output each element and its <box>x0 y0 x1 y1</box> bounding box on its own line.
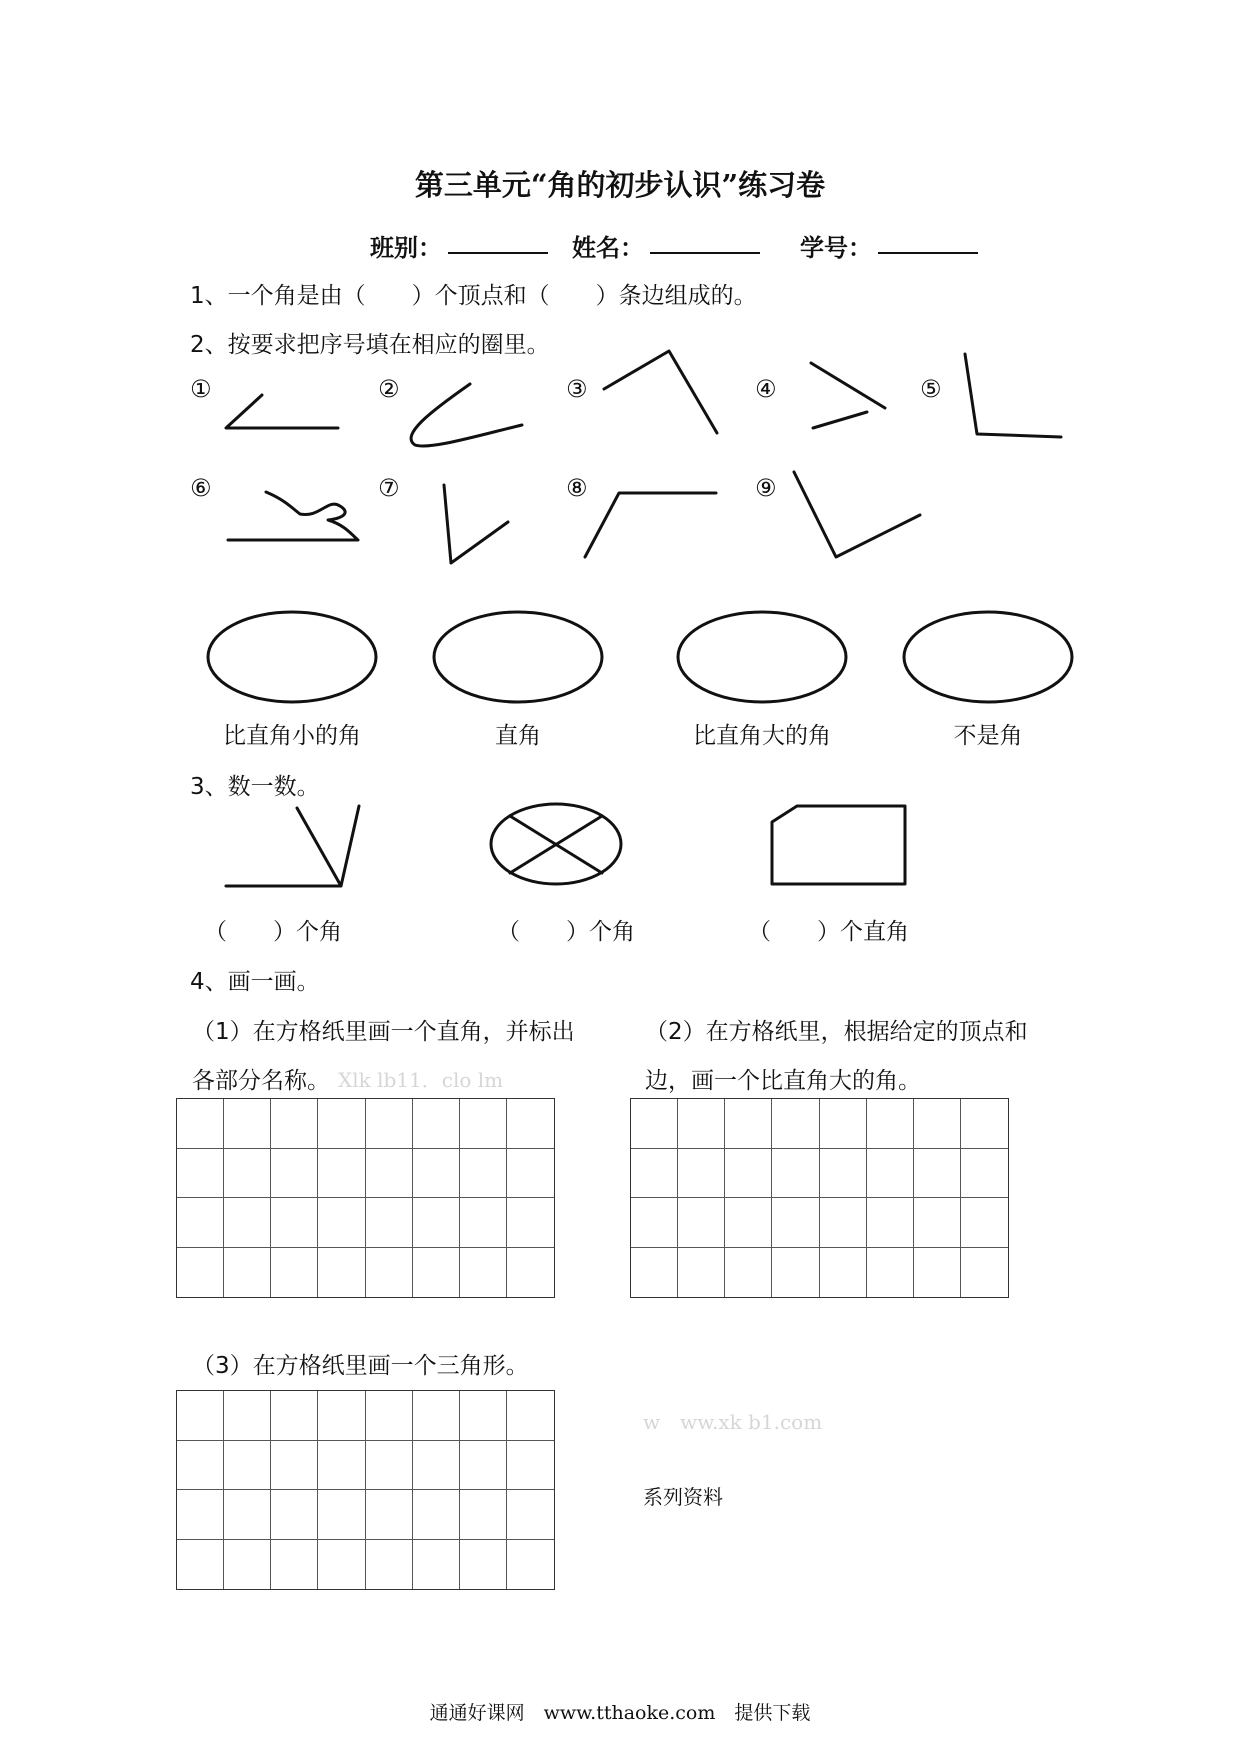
grid-cell[interactable] <box>772 1149 819 1199</box>
shape-number-5: ⑤ <box>920 375 942 403</box>
grid-cell[interactable] <box>507 1248 554 1298</box>
page-title: 第三单元“角的初步认识”练习卷 <box>414 168 826 202</box>
grid-cell[interactable] <box>413 1198 460 1248</box>
grid-cell[interactable] <box>507 1490 554 1540</box>
grid-cell[interactable] <box>867 1198 914 1248</box>
grid-cell[interactable] <box>961 1248 1008 1298</box>
grid-cell[interactable] <box>460 1099 507 1149</box>
grid-cell[interactable] <box>772 1248 819 1298</box>
question-4-1-line2: 各部分名称。 <box>192 1068 330 1094</box>
grid-cell[interactable] <box>413 1391 460 1441</box>
category-acute: 比直角小的角 <box>223 723 361 749</box>
grid-cell[interactable] <box>224 1490 271 1540</box>
watermark-2: w ww.xk b1.com <box>643 1410 823 1434</box>
grid-cell[interactable] <box>413 1441 460 1491</box>
grid-cell[interactable] <box>366 1540 413 1590</box>
grid-cell[interactable] <box>820 1198 867 1248</box>
grid-cell[interactable] <box>413 1248 460 1298</box>
grid-cell[interactable] <box>413 1149 460 1199</box>
grid-cell[interactable] <box>366 1198 413 1248</box>
grid-cell[interactable] <box>914 1248 961 1298</box>
grid-cell[interactable] <box>507 1198 554 1248</box>
grid-cell[interactable] <box>271 1490 318 1540</box>
question-2: 2、按要求把序号填在相应的圈里。 <box>190 332 550 358</box>
curve-figure-6 <box>228 492 358 540</box>
grid-cell[interactable] <box>772 1198 819 1248</box>
student-id-label: 学号： <box>800 233 872 262</box>
answer-right-angles: （ ）个直角 <box>748 919 909 945</box>
grid-cell[interactable] <box>224 1099 271 1149</box>
shape-number-8: ⑧ <box>566 474 588 502</box>
count-angles-oval-cross <box>510 816 602 873</box>
grid-cell[interactable] <box>271 1391 318 1441</box>
grid-cell[interactable] <box>177 1248 224 1298</box>
answer-oval-obtuse <box>678 612 846 702</box>
answer-oval-right <box>434 612 602 702</box>
grid-cell[interactable] <box>224 1248 271 1298</box>
grid-cell[interactable] <box>460 1490 507 1540</box>
shape-number-2: ② <box>378 375 400 403</box>
grid-cell[interactable] <box>961 1149 1008 1199</box>
grid-cell[interactable] <box>961 1099 1008 1149</box>
grid-cell[interactable] <box>460 1540 507 1590</box>
grid-cell[interactable] <box>678 1099 725 1149</box>
grid-cell[interactable] <box>177 1099 224 1149</box>
grid-cell[interactable] <box>318 1391 365 1441</box>
grid-cell[interactable] <box>177 1198 224 1248</box>
grid-cell[interactable] <box>725 1099 772 1149</box>
grid-cell[interactable] <box>318 1149 365 1199</box>
grid-cell[interactable] <box>366 1149 413 1199</box>
grid-cell[interactable] <box>867 1099 914 1149</box>
grid-cell[interactable] <box>318 1248 365 1298</box>
grid-cell[interactable] <box>867 1248 914 1298</box>
grid-cell[interactable] <box>914 1198 961 1248</box>
grid-cell[interactable] <box>271 1540 318 1590</box>
grid-cell[interactable] <box>224 1540 271 1590</box>
grid-cell[interactable] <box>177 1149 224 1199</box>
grid-cell[interactable] <box>366 1441 413 1491</box>
grid-cell[interactable] <box>820 1248 867 1298</box>
category-right: 直角 <box>495 723 541 749</box>
grid-cell[interactable] <box>460 1198 507 1248</box>
grid-cell[interactable] <box>961 1198 1008 1248</box>
grid-cell[interactable] <box>631 1198 678 1248</box>
shape-number-1: ① <box>190 375 212 403</box>
footer-text: 通通好课网 www.tthaoke.com 提供下载 <box>429 1702 811 1724</box>
question-4-3: （3）在方格纸里画一个三角形。 <box>192 1353 529 1379</box>
angle-figure-9 <box>794 472 920 557</box>
grid-cell[interactable] <box>678 1149 725 1199</box>
name-label: 姓名： <box>572 233 644 262</box>
grid-cell[interactable] <box>460 1391 507 1441</box>
curve-figure-2 <box>411 384 522 446</box>
question-3: 3、数一数。 <box>190 774 320 800</box>
grid-cell[interactable] <box>631 1149 678 1199</box>
grid-cell[interactable] <box>271 1198 318 1248</box>
shape-number-3: ③ <box>566 375 588 403</box>
angle-figure-4 <box>811 363 885 428</box>
grid-cell[interactable] <box>366 1099 413 1149</box>
shape-number-6: ⑥ <box>190 474 212 502</box>
angle-figure-1 <box>226 395 338 428</box>
question-4: 4、画一画。 <box>190 969 320 995</box>
grid-cell[interactable] <box>271 1099 318 1149</box>
watermark-1: Xlk lb11．clo lm <box>338 1068 504 1092</box>
grid-cell[interactable] <box>413 1540 460 1590</box>
grid-cell[interactable] <box>725 1198 772 1248</box>
grid-cell[interactable] <box>460 1248 507 1298</box>
shape-number-7: ⑦ <box>378 474 400 502</box>
class-label: 班别： <box>370 233 442 262</box>
count-angles-figure-1 <box>226 806 359 886</box>
angle-figure-8 <box>585 493 716 557</box>
grid-cell[interactable] <box>224 1149 271 1199</box>
grid-cell[interactable] <box>507 1099 554 1149</box>
question-1: 1、一个角是由（ ）个顶点和（ ）条边组成的。 <box>190 283 757 309</box>
grid-cell[interactable] <box>820 1149 867 1199</box>
shape-number-4: ④ <box>755 375 777 403</box>
grid-cell[interactable] <box>177 1441 224 1491</box>
angle-figure-7 <box>444 485 508 563</box>
grid-cell[interactable] <box>678 1248 725 1298</box>
grid-paper-1[interactable] <box>176 1098 555 1298</box>
grid-cell[interactable] <box>772 1099 819 1149</box>
grid-paper-3[interactable] <box>176 1390 555 1590</box>
question-4-1-line1: （1）在方格纸里画一个直角，并标出 <box>192 1019 575 1045</box>
grid-cell[interactable] <box>914 1099 961 1149</box>
answer-oval-acute <box>208 612 376 702</box>
angle-figure-3 <box>604 351 717 433</box>
answer-angles-1: （ ）个角 <box>204 919 342 945</box>
question-4-2-line1: （2）在方格纸里，根据给定的顶点和 <box>645 1019 1028 1045</box>
grid-cell[interactable] <box>631 1248 678 1298</box>
grid-cell[interactable] <box>318 1540 365 1590</box>
grid-cell[interactable] <box>507 1540 554 1590</box>
grid-cell[interactable] <box>507 1441 554 1491</box>
grid-cell[interactable] <box>507 1391 554 1441</box>
grid-cell[interactable] <box>366 1248 413 1298</box>
grid-cell[interactable] <box>177 1540 224 1590</box>
grid-cell[interactable] <box>460 1441 507 1491</box>
grid-cell[interactable] <box>678 1198 725 1248</box>
grid-cell[interactable] <box>366 1391 413 1441</box>
angle-figure-5 <box>965 354 1061 437</box>
grid-cell[interactable] <box>413 1490 460 1540</box>
grid-cell[interactable] <box>224 1391 271 1441</box>
grid-cell[interactable] <box>177 1490 224 1540</box>
grid-cell[interactable] <box>271 1149 318 1199</box>
grid-cell[interactable] <box>631 1099 678 1149</box>
shape-number-9: ⑨ <box>755 474 777 502</box>
grid-cell[interactable] <box>413 1099 460 1149</box>
grid-cell[interactable] <box>366 1490 413 1540</box>
grid-cell[interactable] <box>177 1391 224 1441</box>
grid-paper-2[interactable] <box>630 1098 1009 1298</box>
count-right-angles-pentagon <box>772 806 905 884</box>
grid-cell[interactable] <box>271 1248 318 1298</box>
grid-cell[interactable] <box>507 1149 554 1199</box>
grid-cell[interactable] <box>318 1198 365 1248</box>
category-not-angle: 不是角 <box>953 723 1023 749</box>
grid-cell[interactable] <box>224 1441 271 1491</box>
grid-cell[interactable] <box>820 1099 867 1149</box>
grid-cell[interactable] <box>318 1441 365 1491</box>
grid-cell[interactable] <box>725 1149 772 1199</box>
grid-cell[interactable] <box>224 1198 271 1248</box>
question-4-2-line2: 边，画一个比直角大的角。 <box>645 1068 921 1094</box>
grid-cell[interactable] <box>318 1099 365 1149</box>
grid-cell[interactable] <box>271 1441 318 1491</box>
answer-oval-not-angle <box>904 612 1072 702</box>
grid-cell[interactable] <box>318 1490 365 1540</box>
grid-cell[interactable] <box>725 1248 772 1298</box>
grid-cell[interactable] <box>914 1149 961 1199</box>
grid-cell[interactable] <box>867 1149 914 1199</box>
series-text: 系列资料 <box>643 1485 723 1509</box>
answer-angles-2: （ ）个角 <box>497 919 635 945</box>
grid-cell[interactable] <box>460 1149 507 1199</box>
category-obtuse: 比直角大的角 <box>693 723 831 749</box>
